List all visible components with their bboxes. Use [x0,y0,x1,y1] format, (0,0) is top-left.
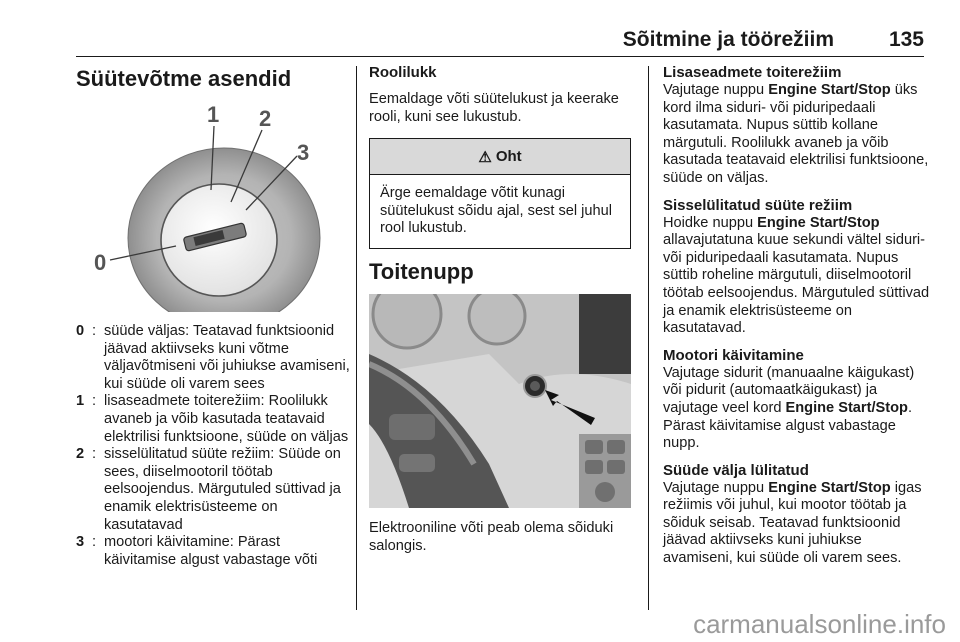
section-text [663,82,931,188]
section-text [663,215,931,338]
text-part: Vajutage nuppu [663,479,769,496]
list-text: mootori käivitamine: Pärast käivitamise algust vabastage võti [104,534,318,568]
button-name: Engine Start/Stop [768,82,891,98]
header-rule [76,56,924,57]
figure-label-3: 3 [297,140,310,165]
column-divider-1 [356,66,357,610]
list-separator: : [92,323,97,339]
watermark: carmanualsonline.info [693,609,946,639]
list-key: 1 [76,393,85,410]
list-item [76,393,350,446]
warning-box [369,138,631,249]
section-heading: Mootori käivitamine [663,346,804,364]
key-position-list [76,323,350,569]
list-item [76,323,350,393]
list-text: süüde väljas: Teatavad funktsioonid jäävad aktiivseks kuni võtme väljavõtmiseni või juhiukse avamiseni, kui süüde oli varem sees [104,323,350,392]
button-name: Engine Start/Stop [785,399,908,416]
power-button-photo [369,294,631,508]
section-heading: Sisselülitatud süüte režiim [663,196,853,214]
section-engine-start [663,347,931,453]
section-heading: Süüde välja lülitatud [663,461,809,479]
page-number: 135 [888,28,924,51]
figure-label-1: 1 [207,102,220,127]
header-title: Sõitmine ja töörežiim [622,28,834,51]
text-part: Vajutage nuppu [663,82,769,98]
list-separator: : [92,534,97,551]
list-separator: : [92,446,97,463]
button-name: Engine Start/Stop [757,214,880,231]
text-part: üks kord ilma siduri- või piduripedaali kasutamata. Nupus süttib kollane märgutuli. Roolilukk avaneb ja võib kasutada teatavaid elektrilisi funktsioone, süüde on väljas. [663,82,929,186]
section-accessory-mode [663,64,931,188]
section-text [663,480,931,568]
power-button-title: Toitenupp [369,258,474,284]
ignition-switch-illustration [76,98,342,312]
list-separator: : [92,393,97,410]
section-heading: Lisaseadmete toiterežiim [663,64,842,81]
steering-lock-title: Roolilukk [369,64,437,81]
list-key: 3 [76,534,85,551]
text-part: . Pärast käivitamise algust vabastage nupp. [663,399,913,452]
text-part: igas režiimis või juhul, kui mootor töötab ja sõiduk seisab. Teatavad funktsioonid jäävad aktiivseks kuni juhiukse avamiseni, kui süüde oli varem sees. [663,479,922,567]
list-key: 0 [76,323,85,339]
warning-title: Oht [495,148,522,166]
right-column [663,64,931,577]
warning-text: Ärge eemaldage võtit kunagi süütelukust sõidu ajal, sest sel juhul rool lukustub. [380,185,613,237]
key-positions-title: Süütevõtme asendid [76,66,292,91]
list-text: sisselülitatud süüte režiim: Süüde on sees, diiselmootoril töötab eelsoojendus. Märgutuled süttivad ja enamik elektrisüsteeme on kasutatavad [104,446,341,533]
warning-icon: ⚠ [478,148,492,166]
text-part: Hoidke nuppu [663,214,758,231]
page-header [76,22,924,54]
column-divider-2 [648,66,649,610]
list-item [76,534,350,569]
middle-column [369,64,631,555]
list-key: 2 [76,446,85,463]
list-item [76,446,350,534]
text-part: Vajutage sidurit (manuaalne käigukast) või pidurit (automaatkäigukast) ja vajutage veel kord [663,364,915,416]
steering-lock-text: Eemaldage võti süütelukust ja keerake rooli, kuni see lukustub. [369,91,619,125]
warning-header [370,139,630,175]
power-button-caption: Elektrooniline võti peab olema sõiduki salongis. [369,519,614,554]
section-ignition-on [663,197,931,338]
figure-label-0: 0 [94,250,107,275]
figure-label-2: 2 [259,106,272,131]
section-text [663,365,931,453]
button-name: Engine Start/Stop [768,479,891,496]
section-ignition-off [663,462,931,568]
text-part: allavajutatuna kuue sekundi vältel siduri- või piduripedaali kasutamata. Nupus süttib roheline märgutuli, diiselmootoril töötab eelsoojendus. Märgutuled süttivad ja enamik elektrisüsteeme on kasutatavad. [663,232,930,337]
list-text: lisaseadmete toiterežiim: Roolilukk avaneb ja võib kasutada teatavaid elektrilisi funktsioone, süüde on väljas [104,393,349,445]
